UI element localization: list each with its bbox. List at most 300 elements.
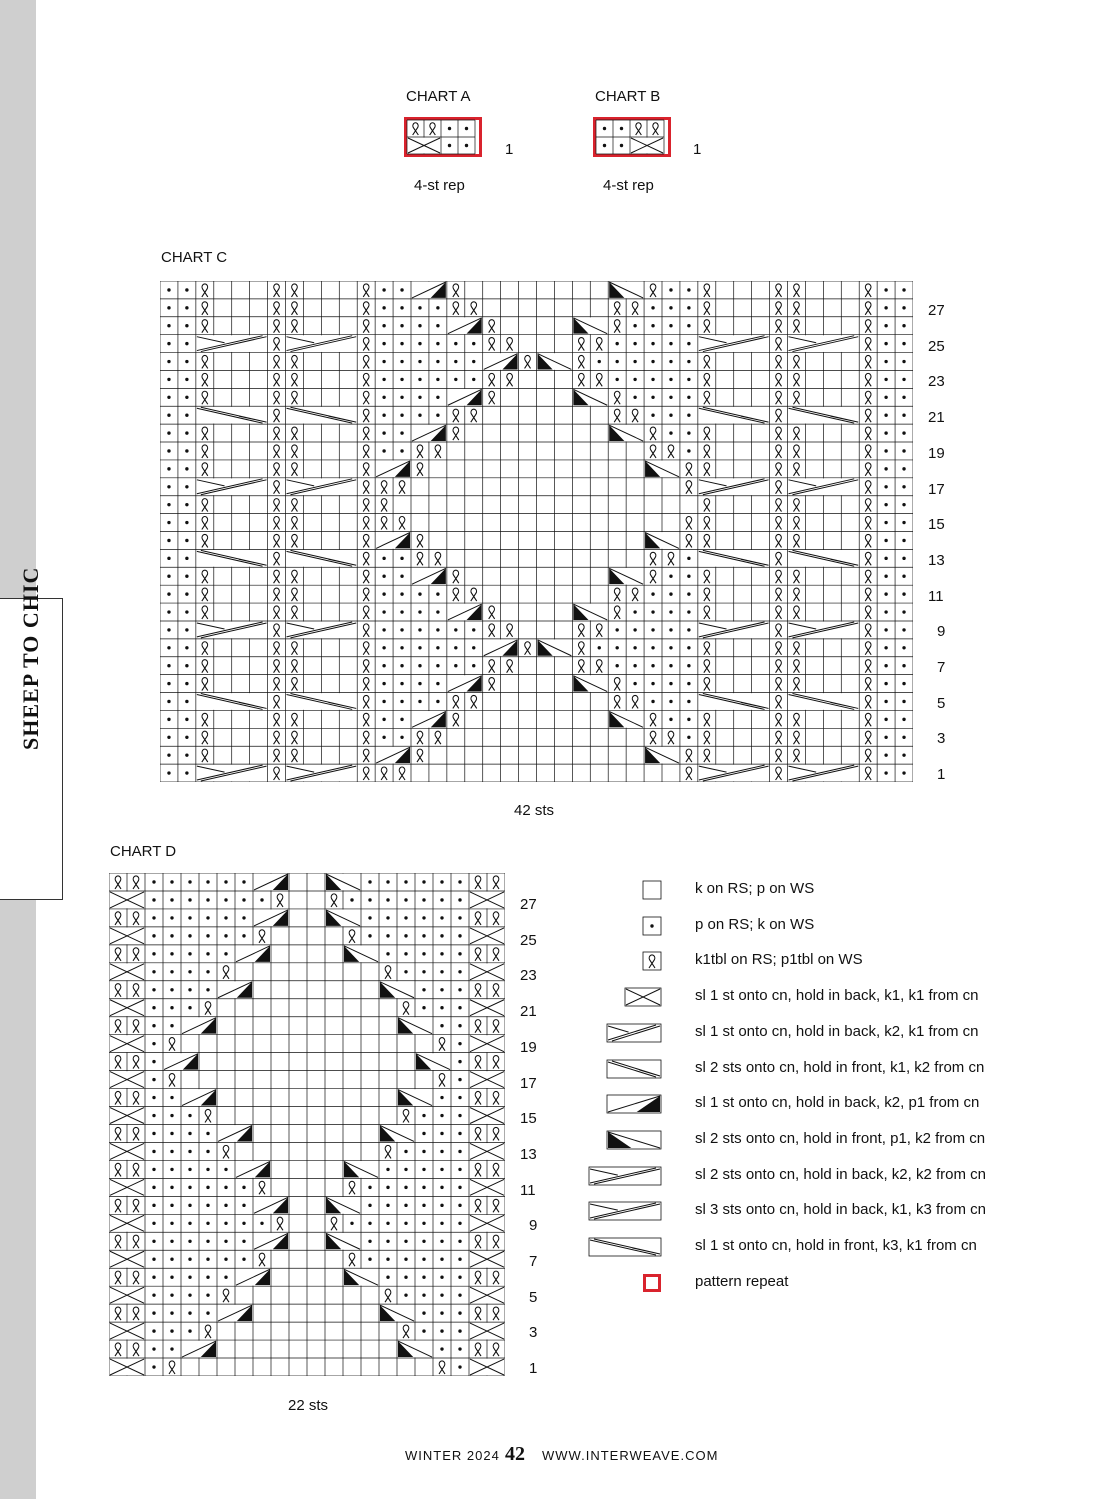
twisted-stitch	[475, 1307, 481, 1320]
twisted-stitch	[453, 695, 459, 708]
purl-dot	[170, 1114, 173, 1117]
purl-dot	[185, 342, 188, 345]
purl-dot	[440, 1168, 443, 1171]
purl-dot	[687, 288, 690, 291]
footer-website: WWW.INTERWEAVE.COM	[542, 1448, 719, 1463]
twisted-stitch	[403, 1002, 409, 1015]
twisted-stitch	[417, 552, 423, 565]
purl-dot	[651, 700, 654, 703]
twisted-stitch	[259, 1253, 265, 1266]
twisted-stitch	[489, 373, 495, 386]
twisted-stitch	[776, 284, 782, 297]
twisted-stitch	[274, 570, 280, 583]
twisted-stitch	[865, 409, 871, 422]
purl-dot	[458, 1078, 461, 1081]
purl-dot	[418, 306, 421, 309]
chart-b-title: CHART B	[595, 88, 661, 105]
purl-dot	[902, 413, 905, 416]
twisted-stitch	[115, 1271, 121, 1284]
purl-dot	[458, 1347, 461, 1350]
twisted-stitch	[865, 517, 871, 530]
twisted-stitch	[115, 1020, 121, 1033]
purl-dot	[206, 1186, 209, 1189]
twisted-stitch	[202, 642, 208, 655]
twisted-stitch	[381, 481, 387, 494]
twisted-stitch	[493, 948, 499, 961]
twisted-stitch	[865, 624, 871, 637]
twisted-stitch	[363, 445, 369, 458]
purl-dot	[448, 127, 451, 130]
twisted-stitch	[291, 499, 297, 512]
twisted-stitch	[865, 767, 871, 780]
purl-dot	[687, 413, 690, 416]
purl-dot	[436, 682, 439, 685]
purl-dot	[422, 1168, 425, 1171]
twisted-stitch	[793, 302, 799, 315]
footer-issue: WINTER 2024	[405, 1448, 500, 1463]
twisted-stitch	[776, 499, 782, 512]
twisted-stitch	[475, 1163, 481, 1176]
purl-dot	[382, 288, 385, 291]
purl-dot	[884, 628, 887, 631]
purl-dot	[418, 646, 421, 649]
purl-dot	[167, 521, 170, 524]
twisted-stitch	[202, 445, 208, 458]
purl-dot	[350, 898, 353, 901]
purl-dot	[368, 1240, 371, 1243]
twisted-stitch	[650, 731, 656, 744]
purl-dot	[167, 646, 170, 649]
twisted-stitch	[453, 588, 459, 601]
purl-dot	[206, 1168, 209, 1171]
twisted-stitch	[363, 427, 369, 440]
purl-dot	[167, 628, 170, 631]
purl-dot	[418, 413, 421, 416]
purl-dot	[902, 575, 905, 578]
twisted-stitch	[417, 731, 423, 744]
purl-dot	[188, 1150, 191, 1153]
twisted-stitch	[793, 355, 799, 368]
twisted-stitch	[686, 767, 692, 780]
purl-dot	[170, 1168, 173, 1171]
twisted-stitch	[865, 713, 871, 726]
purl-dot	[902, 771, 905, 774]
purl-dot	[152, 880, 155, 883]
purl-dot	[422, 1204, 425, 1207]
twisted-stitch	[776, 731, 782, 744]
twisted-stitch	[291, 373, 297, 386]
purl-dot	[650, 924, 653, 927]
purl-dot	[633, 610, 636, 613]
purl-dot	[242, 1240, 245, 1243]
twisted-stitch	[115, 912, 121, 925]
purl-dot	[902, 700, 905, 703]
twisted-stitch	[349, 1253, 355, 1266]
chart-d-row-number: 25	[520, 931, 537, 949]
twisted-stitch	[704, 570, 710, 583]
twisted-stitch	[776, 373, 782, 386]
twisted-stitch	[363, 588, 369, 601]
purl-dot	[368, 1258, 371, 1261]
twisted-stitch	[274, 355, 280, 368]
twisted-stitch	[115, 1091, 121, 1104]
purl-dot	[185, 646, 188, 649]
purl-dot	[224, 1168, 227, 1171]
purl-dot	[185, 288, 188, 291]
purl-dot	[382, 557, 385, 560]
twisted-stitch	[776, 678, 782, 691]
purl-dot	[454, 646, 457, 649]
purl-dot	[651, 378, 654, 381]
purl-dot	[350, 1222, 353, 1225]
purl-dot	[400, 646, 403, 649]
purl-dot	[458, 1311, 461, 1314]
twisted-stitch	[417, 749, 423, 762]
twisted-stitch	[385, 1289, 391, 1302]
twisted-stitch	[865, 338, 871, 351]
purl-dot	[185, 682, 188, 685]
twisted-stitch	[704, 284, 710, 297]
purl-dot	[382, 610, 385, 613]
twisted-stitch	[202, 373, 208, 386]
purl-dot	[152, 1006, 155, 1009]
twisted-stitch	[133, 1343, 139, 1356]
twisted-stitch	[363, 606, 369, 619]
purl-dot	[224, 1186, 227, 1189]
purl-dot	[400, 664, 403, 667]
purl-dot	[224, 934, 227, 937]
twisted-stitch	[668, 552, 674, 565]
purl-dot	[386, 1204, 389, 1207]
purl-dot	[454, 378, 457, 381]
purl-dot	[440, 1311, 443, 1314]
twisted-stitch	[274, 373, 280, 386]
purl-dot	[206, 988, 209, 991]
purl-dot	[884, 646, 887, 649]
purl-dot	[170, 1096, 173, 1099]
twisted-stitch	[704, 678, 710, 691]
purl-dot	[418, 682, 421, 685]
twisted-stitch	[291, 445, 297, 458]
purl-dot	[382, 342, 385, 345]
twisted-stitch	[115, 1127, 121, 1140]
purl-dot	[902, 449, 905, 452]
twisted-stitch	[291, 731, 297, 744]
twisted-stitch	[614, 320, 620, 333]
twisted-stitch	[704, 499, 710, 512]
purl-dot	[404, 1168, 407, 1171]
twisted-stitch	[776, 463, 782, 476]
purl-dot	[382, 664, 385, 667]
twisted-stitch	[363, 320, 369, 333]
purl-dot	[436, 700, 439, 703]
purl-dot	[152, 1204, 155, 1207]
twisted-stitch	[202, 660, 208, 673]
purl-dot	[458, 1132, 461, 1135]
twisted-stitch	[793, 731, 799, 744]
purl-dot	[400, 378, 403, 381]
purl-dot	[242, 1186, 245, 1189]
purl-dot	[669, 575, 672, 578]
twisted-stitch	[274, 445, 280, 458]
purl-dot	[418, 396, 421, 399]
twisted-stitch	[493, 1020, 499, 1033]
chart-b-caption: 4-st rep	[603, 177, 654, 194]
twisted-stitch	[277, 1217, 283, 1230]
twisted-stitch	[578, 660, 584, 673]
purl-dot	[404, 970, 407, 973]
purl-dot	[458, 1186, 461, 1189]
purl-dot	[458, 880, 461, 883]
purl-dot	[884, 503, 887, 506]
chart-c-row-number: 1	[937, 766, 946, 784]
purl-dot	[185, 753, 188, 756]
purl-dot	[669, 378, 672, 381]
purl-dot	[400, 288, 403, 291]
twisted-stitch	[704, 391, 710, 404]
purl-dot	[458, 1293, 461, 1296]
chart-d-row-number: 1	[529, 1360, 538, 1378]
purl-dot	[206, 1222, 209, 1225]
purl-dot	[206, 1293, 209, 1296]
twisted-stitch	[363, 695, 369, 708]
twisted-stitch	[704, 534, 710, 547]
purl-dot	[368, 1186, 371, 1189]
purl-dot	[185, 771, 188, 774]
twisted-stitch	[865, 445, 871, 458]
twisted-stitch	[650, 552, 656, 565]
twisted-stitch	[202, 517, 208, 530]
purl-dot	[422, 1329, 425, 1332]
purl-dot	[669, 288, 672, 291]
twisted-stitch-icon	[642, 951, 662, 971]
purl-dot	[651, 342, 654, 345]
purl-dot	[170, 934, 173, 937]
twisted-stitch	[489, 338, 495, 351]
purl-dot	[633, 396, 636, 399]
purl-dot	[170, 1311, 173, 1314]
purl-dot	[167, 753, 170, 756]
twisted-stitch	[453, 284, 459, 297]
purl-dot	[651, 664, 654, 667]
twisted-stitch	[776, 660, 782, 673]
purl-dot	[436, 628, 439, 631]
purl-dot	[902, 342, 905, 345]
chart-c-title: CHART C	[161, 249, 228, 266]
purl-dot	[188, 1186, 191, 1189]
purl-dot	[167, 592, 170, 595]
purl-dot	[400, 575, 403, 578]
purl-dot	[224, 1240, 227, 1243]
twisted-stitch	[686, 749, 692, 762]
twisted-stitch	[133, 948, 139, 961]
twisted-stitch	[596, 660, 602, 673]
twisted-stitch	[650, 570, 656, 583]
purl-dot	[615, 646, 618, 649]
twisted-stitch	[489, 391, 495, 404]
twisted-stitch	[274, 642, 280, 655]
purl-dot	[440, 1240, 443, 1243]
purl-dot	[472, 628, 475, 631]
purl-dot	[404, 1222, 407, 1225]
purl-dot	[669, 610, 672, 613]
purl-dot	[422, 1132, 425, 1135]
purl-dot	[152, 1114, 155, 1117]
twisted-stitch	[363, 391, 369, 404]
purl-dot	[436, 378, 439, 381]
twisted-stitch	[865, 463, 871, 476]
purl-dot	[188, 1275, 191, 1278]
twisted-stitch	[471, 409, 477, 422]
legend-label: sl 2 sts onto cn, hold in back, k2, k2 from cn	[695, 1165, 986, 1183]
chart-c-row-number: 25	[928, 337, 945, 355]
purl-dot	[440, 1275, 443, 1278]
purl-dot	[902, 753, 905, 756]
purl-dot	[152, 1060, 155, 1063]
purl-dot	[902, 324, 905, 327]
twisted-stitch	[793, 588, 799, 601]
twisted-stitch	[133, 984, 139, 997]
twisted-stitch	[363, 355, 369, 368]
purl-dot	[368, 880, 371, 883]
twisted-stitch	[202, 570, 208, 583]
twisted-stitch	[403, 1109, 409, 1122]
twisted-stitch	[776, 355, 782, 368]
twisted-stitch	[776, 409, 782, 422]
twisted-stitch	[776, 606, 782, 619]
twisted-stitch	[202, 284, 208, 297]
purl-dot	[884, 592, 887, 595]
purl-dot	[633, 628, 636, 631]
purl-dot	[458, 1042, 461, 1045]
twisted-stitch	[169, 1361, 175, 1374]
purl-dot	[633, 664, 636, 667]
purl-dot	[188, 934, 191, 937]
twisted-stitch	[614, 391, 620, 404]
purl-dot	[185, 306, 188, 309]
purl-dot	[170, 1240, 173, 1243]
purl-dot	[167, 342, 170, 345]
purl-dot	[404, 1258, 407, 1261]
twisted-stitch	[793, 445, 799, 458]
chart-d-row-number: 27	[520, 896, 537, 913]
purl-dot	[400, 557, 403, 560]
purl-dot	[615, 360, 618, 363]
twisted-stitch	[133, 1091, 139, 1104]
twisted-stitch	[865, 284, 871, 297]
twisted-stitch	[793, 391, 799, 404]
purl-dot	[167, 378, 170, 381]
purl-dot	[436, 360, 439, 363]
purl-dot	[458, 988, 461, 991]
purl-dot	[418, 664, 421, 667]
chart-c-row-number: 27	[928, 302, 945, 319]
purl-dot	[458, 1329, 461, 1332]
twisted-stitch	[493, 1056, 499, 1069]
purl-dot	[902, 610, 905, 613]
twisted-stitch	[277, 894, 283, 907]
purl-dot	[188, 1329, 191, 1332]
twisted-stitch	[793, 534, 799, 547]
chart-d-row-number: 7	[529, 1253, 538, 1270]
purl-dot	[440, 1024, 443, 1027]
twisted-stitch	[596, 373, 602, 386]
twisted-stitch	[776, 570, 782, 583]
purl-dot	[884, 557, 887, 560]
twisted-stitch	[115, 984, 121, 997]
purl-dot	[436, 413, 439, 416]
purl-dot	[472, 378, 475, 381]
purl-dot	[400, 718, 403, 721]
purl-dot	[188, 988, 191, 991]
purl-dot	[404, 898, 407, 901]
purl-dot	[651, 592, 654, 595]
purl-dot	[440, 1258, 443, 1261]
twisted-stitch	[133, 1020, 139, 1033]
twisted-stitch	[489, 606, 495, 619]
purl-dot	[615, 342, 618, 345]
purl-dot	[400, 396, 403, 399]
twisted-stitch	[776, 481, 782, 494]
purl-dot	[185, 324, 188, 327]
purl-dot	[382, 646, 385, 649]
chart-d-row-number: 23	[520, 967, 537, 985]
twisted-stitch	[507, 373, 513, 386]
twisted-stitch	[133, 1127, 139, 1140]
purl-dot	[418, 610, 421, 613]
purl-dot	[902, 736, 905, 739]
purl-dot	[418, 628, 421, 631]
purl-dot	[436, 342, 439, 345]
twisted-stitch	[202, 731, 208, 744]
purl-dot	[206, 934, 209, 937]
purl-dot	[902, 360, 905, 363]
purl-dot	[386, 1168, 389, 1171]
purl-dot	[386, 1240, 389, 1243]
purl-dot	[651, 628, 654, 631]
purl-dot	[422, 1258, 425, 1261]
purl-dot	[152, 1293, 155, 1296]
purl-dot	[386, 952, 389, 955]
purl-dot	[458, 1258, 461, 1261]
purl-dot	[458, 916, 461, 919]
twisted-stitch	[363, 409, 369, 422]
purl-dot	[167, 539, 170, 542]
twisted-stitch	[865, 695, 871, 708]
purl-dot	[167, 449, 170, 452]
purl-dot	[440, 1150, 443, 1153]
twisted-stitch	[865, 642, 871, 655]
purl-dot	[382, 736, 385, 739]
purl-dot	[185, 485, 188, 488]
purl-dot	[418, 342, 421, 345]
purl-dot	[440, 934, 443, 937]
purl-dot	[206, 952, 209, 955]
twisted-stitch	[578, 624, 584, 637]
purl-dot	[422, 898, 425, 901]
twisted-stitch	[793, 373, 799, 386]
chart-c-grid	[160, 281, 913, 782]
twisted-stitch	[274, 338, 280, 351]
twisted-stitch	[776, 302, 782, 315]
purl-dot	[170, 916, 173, 919]
twisted-stitch	[686, 517, 692, 530]
twisted-stitch	[403, 1325, 409, 1338]
purl-dot	[454, 664, 457, 667]
twisted-stitch	[704, 642, 710, 655]
purl-dot	[884, 342, 887, 345]
purl-dot	[436, 646, 439, 649]
